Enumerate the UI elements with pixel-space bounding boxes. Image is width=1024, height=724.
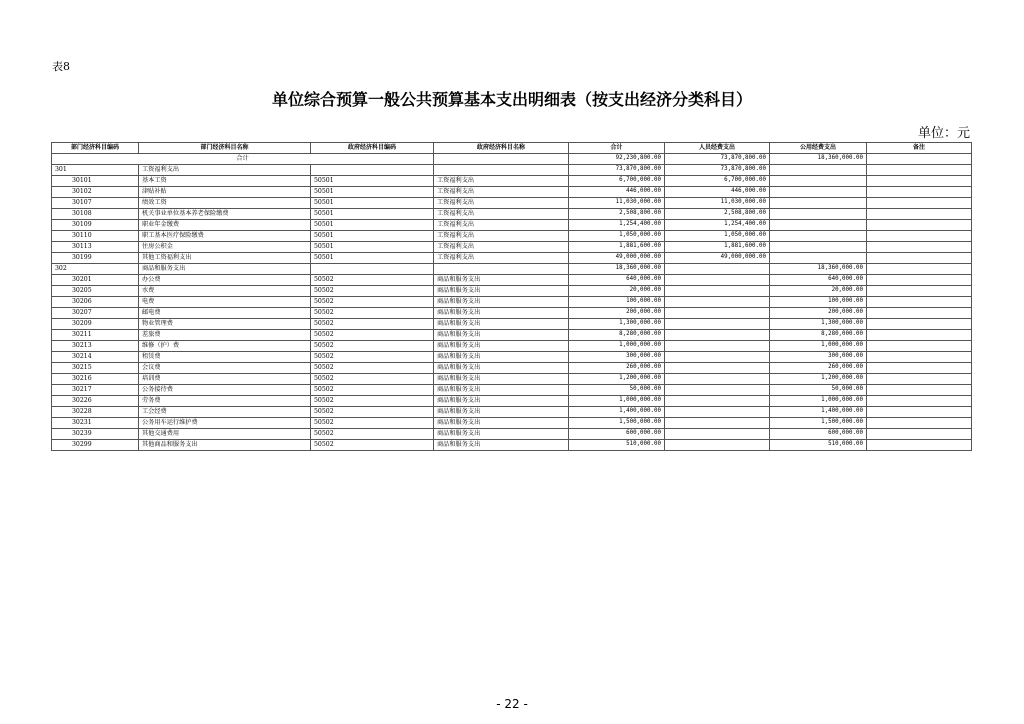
public-cell: 200,000.00 [770, 308, 867, 319]
gov-code-cell: 50501 [311, 187, 434, 198]
dept-code-cell: 30101 [52, 176, 139, 187]
table-row [52, 209, 972, 220]
total-cell: 446,000.00 [569, 187, 665, 198]
note-cell [867, 385, 972, 396]
table-row [52, 341, 972, 352]
total-row-empty [434, 154, 569, 165]
gov-code-cell: 50502 [311, 275, 434, 286]
gov-code-cell: 50502 [311, 396, 434, 407]
unit-label: 单位：元 [917, 126, 970, 141]
gov-name-cell: 商品和服务支出 [434, 352, 569, 363]
page-number: - 22 - [496, 697, 528, 711]
dept-name-cell: 物业管理费 [139, 319, 311, 330]
personnel-cell: 1,254,400.00 [665, 220, 770, 231]
note-cell [867, 396, 972, 407]
gov-code-cell: 50501 [311, 198, 434, 209]
personnel-cell [665, 429, 770, 440]
gov-name-cell: 工资福利支出 [434, 220, 569, 231]
personnel-cell: 49,000,000.00 [665, 253, 770, 264]
gov-code-cell: 50501 [311, 242, 434, 253]
dept-name-cell: 职业年金缴费 [139, 220, 311, 231]
table-row [52, 286, 972, 297]
personnel-cell: 1,881,600.00 [665, 242, 770, 253]
total-cell: 6,700,000.00 [569, 176, 665, 187]
gov-code-cell: 50501 [311, 220, 434, 231]
table-row [52, 176, 972, 187]
note-cell [867, 297, 972, 308]
dept-code-cell: 30299 [52, 440, 139, 451]
table-row [52, 407, 972, 418]
table-row [52, 275, 972, 286]
gov-name-cell: 工资福利支出 [434, 242, 569, 253]
dept-name-cell: 维修（护）费 [139, 341, 311, 352]
total-cell: 640,000.00 [569, 275, 665, 286]
personnel-cell [665, 352, 770, 363]
gov-name-cell: 商品和服务支出 [434, 297, 569, 308]
note-cell [867, 374, 972, 385]
public-cell: 1,200,000.00 [770, 374, 867, 385]
public-cell: 300,000.00 [770, 352, 867, 363]
gov-name-cell: 商品和服务支出 [434, 374, 569, 385]
personnel-cell [665, 385, 770, 396]
gov-code-cell: 50502 [311, 352, 434, 363]
gov-name-cell: 工资福利支出 [434, 209, 569, 220]
table-row [52, 253, 972, 264]
total-cell: 1,200,000.00 [569, 374, 665, 385]
public-cell: 1,500,000.00 [770, 418, 867, 429]
header-personnel: 人员经费支出 [665, 143, 770, 154]
gov-code-cell: 50502 [311, 308, 434, 319]
table-category-row [52, 264, 972, 275]
note-cell [867, 319, 972, 330]
public-cell [770, 198, 867, 209]
gov-name-cell: 工资福利支出 [434, 187, 569, 198]
table-row [52, 330, 972, 341]
total-cell: 1,050,000.00 [569, 231, 665, 242]
note-cell [867, 429, 972, 440]
gov-code-cell: 50502 [311, 385, 434, 396]
table-category-row [52, 165, 972, 176]
dept-code-cell: 30217 [52, 385, 139, 396]
table-row [52, 385, 972, 396]
dept-name-cell: 津贴补贴 [139, 187, 311, 198]
gov-name-cell: 商品和服务支出 [434, 363, 569, 374]
note-cell [867, 253, 972, 264]
note-cell [867, 286, 972, 297]
gov-code-cell: 50501 [311, 231, 434, 242]
total-cell: 100,000.00 [569, 297, 665, 308]
public-cell: 1,400,000.00 [770, 407, 867, 418]
note-cell [867, 363, 972, 374]
public-cell [770, 165, 867, 176]
personnel-cell [665, 407, 770, 418]
gov-code-cell: 50502 [311, 330, 434, 341]
table-row [52, 231, 972, 242]
note-cell [867, 165, 972, 176]
public-cell [770, 176, 867, 187]
total-cell: 1,400,000.00 [569, 407, 665, 418]
public-cell: 50,000.00 [770, 385, 867, 396]
gov-code-cell: 50502 [311, 363, 434, 374]
total-cell: 11,030,000.00 [569, 198, 665, 209]
gov-name-cell [434, 165, 569, 176]
note-cell [867, 264, 972, 275]
public-cell [770, 187, 867, 198]
public-cell: 8,280,000.00 [770, 330, 867, 341]
total-cell: 1,881,600.00 [569, 242, 665, 253]
personnel-cell: 11,030,000.00 [665, 198, 770, 209]
gov-code-cell: 50502 [311, 407, 434, 418]
public-cell [770, 242, 867, 253]
table-header-row [52, 143, 972, 154]
dept-code-cell: 302 [52, 264, 139, 275]
gov-name-cell: 工资福利支出 [434, 176, 569, 187]
expenditure-table [51, 142, 972, 451]
table-row [52, 242, 972, 253]
dept-name-cell: 劳务费 [139, 396, 311, 407]
total-cell: 73,870,800.00 [569, 165, 665, 176]
total-cell: 49,000,000.00 [569, 253, 665, 264]
gov-name-cell: 商品和服务支出 [434, 429, 569, 440]
public-cell: 100,000.00 [770, 297, 867, 308]
dept-code-cell: 30215 [52, 363, 139, 374]
gov-code-cell: 50501 [311, 209, 434, 220]
public-cell: 1,300,000.00 [770, 319, 867, 330]
table-row [52, 418, 972, 429]
header-public: 公用经费支出 [770, 143, 867, 154]
dept-name-cell: 会议费 [139, 363, 311, 374]
total-cell: 1,000,000.00 [569, 341, 665, 352]
header-gov-code: 政府经济科目编码 [311, 143, 434, 154]
public-cell [770, 220, 867, 231]
dept-name-cell: 其他工资福利支出 [139, 253, 311, 264]
note-cell [867, 330, 972, 341]
note-cell [867, 231, 972, 242]
gov-name-cell: 商品和服务支出 [434, 385, 569, 396]
dept-code-cell: 30216 [52, 374, 139, 385]
dept-code-cell: 301 [52, 165, 139, 176]
total-cell: 50,000.00 [569, 385, 665, 396]
dept-name-cell: 住房公积金 [139, 242, 311, 253]
dept-code-cell: 30211 [52, 330, 139, 341]
personnel-cell: 73,870,800.00 [665, 165, 770, 176]
total-cell: 510,000.00 [569, 440, 665, 451]
header-gov-name: 政府经济科目名称 [434, 143, 569, 154]
dept-name-cell: 其他商品和服务支出 [139, 440, 311, 451]
gov-name-cell: 商品和服务支出 [434, 341, 569, 352]
total-cell: 260,000.00 [569, 363, 665, 374]
total-cell: 8,280,000.00 [569, 330, 665, 341]
dept-name-cell: 其他交通费用 [139, 429, 311, 440]
gov-name-cell: 商品和服务支出 [434, 407, 569, 418]
note-cell [867, 242, 972, 253]
dept-code-cell: 30209 [52, 319, 139, 330]
gov-code-cell: 50502 [311, 297, 434, 308]
dept-name-cell: 商品和服务支出 [139, 264, 311, 275]
total-row [52, 154, 972, 165]
dept-name-cell: 差旅费 [139, 330, 311, 341]
public-cell [770, 231, 867, 242]
header-dept-name: 部门经济科目名称 [139, 143, 311, 154]
note-cell [867, 418, 972, 429]
total-row-public: 18,360,000.00 [770, 154, 867, 165]
total-cell: 300,000.00 [569, 352, 665, 363]
gov-code-cell [311, 264, 434, 275]
note-cell [867, 176, 972, 187]
gov-code-cell: 50501 [311, 176, 434, 187]
table-row [52, 220, 972, 231]
table-row [52, 440, 972, 451]
public-cell: 510,000.00 [770, 440, 867, 451]
gov-code-cell: 50502 [311, 429, 434, 440]
dept-code-cell: 30207 [52, 308, 139, 319]
dept-code-cell: 30231 [52, 418, 139, 429]
personnel-cell: 2,508,800.00 [665, 209, 770, 220]
note-cell [867, 308, 972, 319]
personnel-cell [665, 440, 770, 451]
dept-code-cell: 30214 [52, 352, 139, 363]
table-row [52, 297, 972, 308]
personnel-cell [665, 396, 770, 407]
total-cell: 1,500,000.00 [569, 418, 665, 429]
dept-name-cell: 电费 [139, 297, 311, 308]
gov-name-cell: 商品和服务支出 [434, 396, 569, 407]
table-row [52, 429, 972, 440]
note-cell [867, 187, 972, 198]
public-cell: 640,000.00 [770, 275, 867, 286]
gov-name-cell: 商品和服务支出 [434, 308, 569, 319]
personnel-cell [665, 286, 770, 297]
total-cell: 18,360,000.00 [569, 264, 665, 275]
dept-name-cell: 公务用车运行维护费 [139, 418, 311, 429]
total-cell: 1,300,000.00 [569, 319, 665, 330]
personnel-cell: 1,050,000.00 [665, 231, 770, 242]
dept-name-cell: 租赁费 [139, 352, 311, 363]
dept-code-cell: 30110 [52, 231, 139, 242]
dept-code-cell: 30205 [52, 286, 139, 297]
total-row-note [867, 154, 972, 165]
dept-code-cell: 30239 [52, 429, 139, 440]
header-dept-code: 部门经济科目编码 [52, 143, 139, 154]
total-cell: 2,508,800.00 [569, 209, 665, 220]
personnel-cell [665, 264, 770, 275]
gov-code-cell [311, 165, 434, 176]
table-row [52, 308, 972, 319]
dept-name-cell: 办公费 [139, 275, 311, 286]
personnel-cell [665, 418, 770, 429]
note-cell [867, 407, 972, 418]
dept-code-cell: 30108 [52, 209, 139, 220]
table-row [52, 396, 972, 407]
total-cell: 200,000.00 [569, 308, 665, 319]
note-cell [867, 352, 972, 363]
dept-code-cell: 30199 [52, 253, 139, 264]
header-total: 合计 [569, 143, 665, 154]
dept-name-cell: 培训费 [139, 374, 311, 385]
header-note: 备注 [867, 143, 972, 154]
table-row [52, 352, 972, 363]
note-cell [867, 198, 972, 209]
dept-name-cell: 公务接待费 [139, 385, 311, 396]
dept-code-cell: 30109 [52, 220, 139, 231]
table-row [52, 187, 972, 198]
public-cell: 1,000,000.00 [770, 341, 867, 352]
public-cell: 20,000.00 [770, 286, 867, 297]
dept-code-cell: 30228 [52, 407, 139, 418]
personnel-cell [665, 330, 770, 341]
personnel-cell [665, 363, 770, 374]
gov-name-cell: 商品和服务支出 [434, 418, 569, 429]
gov-name-cell: 工资福利支出 [434, 253, 569, 264]
dept-name-cell: 工会经费 [139, 407, 311, 418]
dept-code-cell: 30107 [52, 198, 139, 209]
public-cell: 1,000,000.00 [770, 396, 867, 407]
dept-code-cell: 30213 [52, 341, 139, 352]
total-cell: 1,254,400.00 [569, 220, 665, 231]
personnel-cell [665, 374, 770, 385]
dept-code-cell: 30206 [52, 297, 139, 308]
personnel-cell [665, 275, 770, 286]
gov-name-cell: 工资福利支出 [434, 231, 569, 242]
public-cell: 600,000.00 [770, 429, 867, 440]
total-row-total: 92,230,800.00 [569, 154, 665, 165]
dept-name-cell: 水费 [139, 286, 311, 297]
personnel-cell [665, 297, 770, 308]
total-cell: 1,000,000.00 [569, 396, 665, 407]
dept-code-cell: 30102 [52, 187, 139, 198]
public-cell: 18,360,000.00 [770, 264, 867, 275]
personnel-cell: 446,000.00 [665, 187, 770, 198]
personnel-cell: 6,700,000.00 [665, 176, 770, 187]
note-cell [867, 220, 972, 231]
gov-code-cell: 50502 [311, 341, 434, 352]
page-title: 单位综合预算一般公共预算基本支出明细表（按支出经济分类科目） [271, 90, 752, 109]
gov-name-cell: 商品和服务支出 [434, 286, 569, 297]
gov-name-cell: 商品和服务支出 [434, 319, 569, 330]
table-label: 表8 [52, 60, 70, 73]
total-cell: 20,000.00 [569, 286, 665, 297]
personnel-cell [665, 308, 770, 319]
total-row-personnel: 73,870,800.00 [665, 154, 770, 165]
gov-code-cell: 50501 [311, 253, 434, 264]
gov-name-cell: 商品和服务支出 [434, 330, 569, 341]
dept-code-cell: 30113 [52, 242, 139, 253]
dept-code-cell: 30226 [52, 396, 139, 407]
dept-name-cell: 基本工资 [139, 176, 311, 187]
dept-name-cell: 机关事业单位基本养老保险缴费 [139, 209, 311, 220]
gov-name-cell: 商品和服务支出 [434, 275, 569, 286]
note-cell [867, 275, 972, 286]
table-row [52, 319, 972, 330]
gov-code-cell: 50502 [311, 374, 434, 385]
note-cell [867, 209, 972, 220]
gov-name-cell: 工资福利支出 [434, 198, 569, 209]
dept-name-cell: 职工基本医疗保险缴费 [139, 231, 311, 242]
gov-code-cell: 50502 [311, 319, 434, 330]
dept-name-cell: 邮电费 [139, 308, 311, 319]
table-row [52, 363, 972, 374]
dept-name-cell: 绩效工资 [139, 198, 311, 209]
dept-code-cell: 30201 [52, 275, 139, 286]
gov-name-cell: 商品和服务支出 [434, 440, 569, 451]
table-row [52, 374, 972, 385]
total-cell: 600,000.00 [569, 429, 665, 440]
dept-name-cell: 工资福利支出 [139, 165, 311, 176]
gov-code-cell: 50502 [311, 440, 434, 451]
gov-code-cell: 50502 [311, 418, 434, 429]
gov-code-cell: 50502 [311, 286, 434, 297]
public-cell [770, 253, 867, 264]
personnel-cell [665, 341, 770, 352]
total-row-label: 合计 [52, 154, 434, 165]
public-cell [770, 209, 867, 220]
note-cell [867, 440, 972, 451]
note-cell [867, 341, 972, 352]
personnel-cell [665, 319, 770, 330]
public-cell: 260,000.00 [770, 363, 867, 374]
gov-name-cell [434, 264, 569, 275]
table-row [52, 198, 972, 209]
